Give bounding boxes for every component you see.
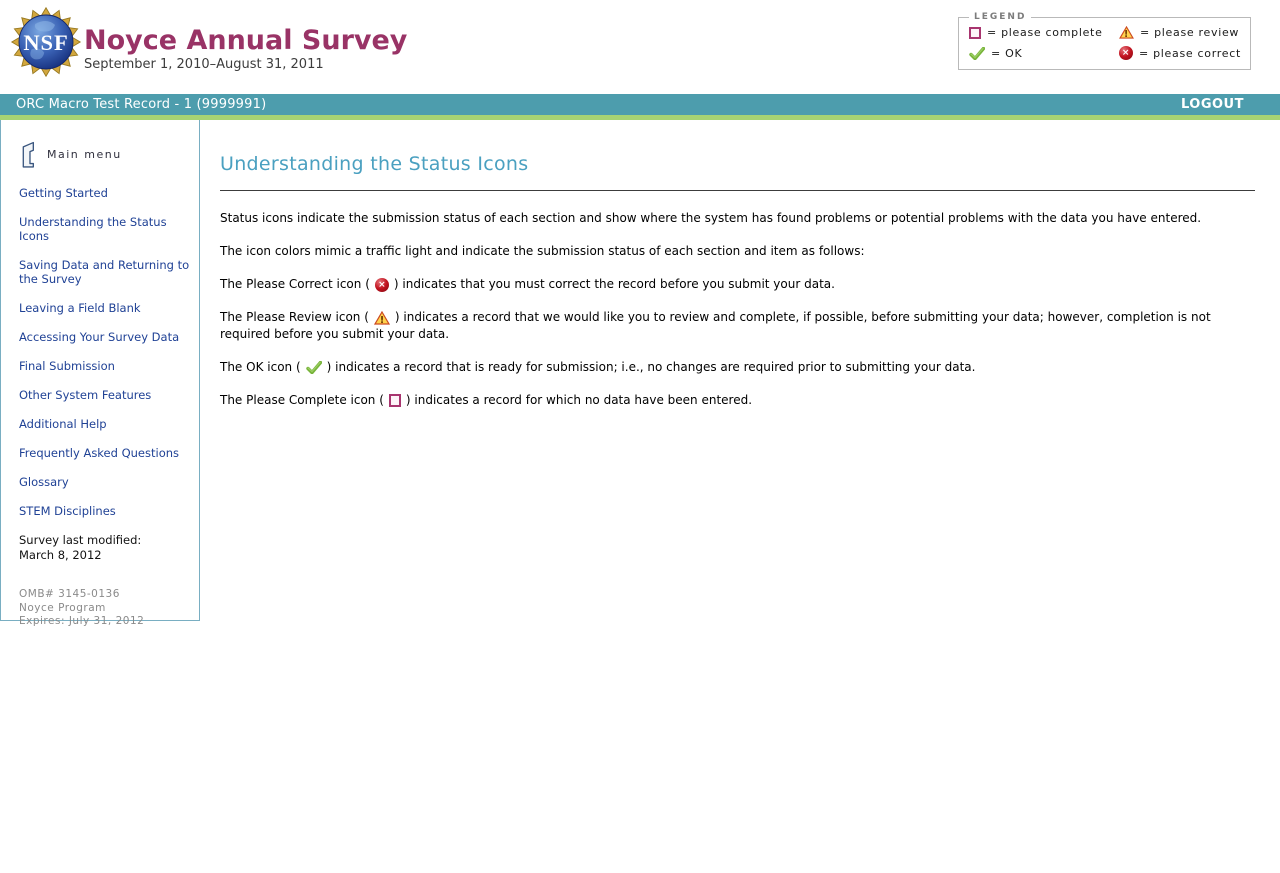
sidebar-item-stem-disciplines[interactable]: STEM Disciplines [19,504,116,518]
sidebar-item-understanding-status-icons[interactable]: Understanding the Status Icons [19,215,167,243]
line-text: ) indicates a record that is ready for submission; i.e., no changes are required prior to submitting your data. [326,360,976,374]
main-menu-icon [19,140,40,169]
title-block [84,26,407,72]
sidebar-item-glossary[interactable]: Glossary [19,475,69,489]
sidebar-nav [19,186,191,518]
last-modified-label: Survey last modified: [19,533,142,547]
line-text: The Please Review icon ( [220,310,369,324]
sidebar-item-leaving-field-blank[interactable]: Leaving a Field Blank [19,301,141,315]
line-text: The OK icon ( [220,360,301,374]
logo-text: NSF [23,30,69,56]
record-label: ORC Macro Test Record - 1 (9999991) [16,97,267,112]
title-divider [220,190,1255,191]
legend-grid [969,26,1242,60]
ok-icon [969,47,985,60]
svg-text:!: ! [379,314,385,325]
sidebar [0,120,200,627]
please-correct-line [220,276,1255,293]
sidebar-item-saving-data[interactable]: Saving Data and Returning to the Survey [19,258,190,286]
omb-number: OMB# 3145-0136 [19,588,120,600]
please-review-icon [374,311,390,325]
legend-item-please-complete [969,26,1119,39]
intro-paragraph-1: Status icons indicate the submission status of each section and show where the system has found problems or potential problems with the data you have entered. [220,211,1202,225]
sidebar-item-getting-started[interactable]: Getting Started [19,186,108,200]
survey-last-modified [19,533,191,563]
sidebar-item-accessing-survey-data[interactable]: Accessing Your Survey Data [19,330,180,344]
please-complete-icon [969,27,981,39]
sidebar-footer [19,588,191,629]
main-content [200,120,1280,425]
legend-item-label: = please complete [987,26,1103,39]
legend-title: LEGEND [974,12,1027,22]
please-review-icon [1119,26,1134,39]
intro-paragraph-2: The icon colors mimic a traffic light and indicate the submission status of each section and item as follows: [220,244,865,258]
app-subtitle: September 1, 2010–August 31, 2011 [84,57,324,72]
legend-item-label: = please correct [1139,46,1241,60]
please-review-line [220,309,1255,343]
legend-item-please-review [1119,26,1242,39]
page-header [0,0,1280,94]
line-text: ) indicates a record for which no data have been entered. [405,393,753,407]
sidebar-item-faq[interactable]: Frequently Asked Questions [19,446,180,460]
main-menu-label: Main menu [47,148,122,161]
sidebar-item-other-system-features[interactable]: Other System Features [19,388,152,402]
record-bar [0,94,1280,115]
please-correct-icon: × [375,278,389,292]
program-name: Noyce Program [19,601,106,614]
legend-item-label: = OK [991,46,1023,60]
ok-icon [306,361,322,374]
svg-text:!: ! [1124,29,1129,39]
please-complete-icon [389,394,401,407]
ok-line [220,359,1255,376]
sidebar-item-additional-help[interactable]: Additional Help [19,417,107,431]
sidebar-item-final-submission[interactable]: Final Submission [19,359,115,373]
expires-date: Expires: July 31, 2012 [19,615,145,627]
page-title: Understanding the Status Icons [220,153,529,175]
last-modified-date: March 8, 2012 [19,548,102,562]
content-layout [0,120,1280,627]
please-complete-line [220,392,1255,409]
line-text: The Please Complete icon ( [220,393,384,407]
line-text: The Please Correct icon ( [220,277,370,291]
legend-item-ok [969,46,1119,60]
line-text: ) indicates a record that we would like you to review and complete, if possible, before submitting your data; however, completion is not required before you submit your data. [220,310,1211,341]
logout-button[interactable]: LOGOUT [1180,97,1244,112]
legend-item-label: = please review [1140,26,1240,39]
legend-item-please-correct [1119,46,1242,60]
legend-box [958,12,1251,70]
please-correct-icon: × [1119,46,1133,60]
nsf-logo [10,6,82,78]
app-title: Noyce Annual Survey [84,25,408,56]
line-text: ) indicates that you must correct the record before you submit your data. [393,277,835,291]
main-menu-link[interactable] [19,140,191,169]
